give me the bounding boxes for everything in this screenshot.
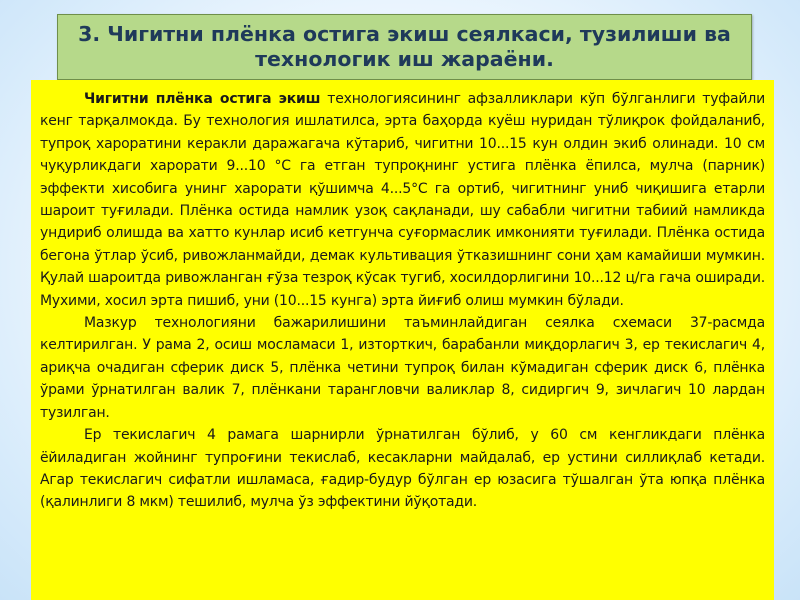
paragraph-1 bbox=[40, 88, 765, 312]
paragraph-3 bbox=[40, 424, 765, 514]
paragraph-1-bold-lead: Чигитни плёнка остига экиш bbox=[84, 91, 321, 107]
slide-title: 3. Чигитни плёнка остига экиш сеялкаси, тузилиши ва технологик иш жараёни. bbox=[78, 22, 731, 71]
paragraph-2-text: Мазкур технологияни бажарилишини таъминлайдиган сеялка схемаси 37-расмда келтирилган. У рама 2, осиш мосламаси 1, изторткич, барабанли миқдорлагич 3, ер текислагич 4, ариқча очадиган сферик диск 5, плёнка четини тупроқ билан кўмадиган сферик диск 6, плёнка ўрами ўрнатилган валик 7, плёнкани тарангловчи валиклар 8, сидиргич 9, зичлагич 10 лардан тузилган. bbox=[40, 315, 765, 421]
content-box bbox=[31, 80, 774, 600]
paragraph-1-text: технологиясининг афзалликлари кўп бўлганлиги туфайли кенг тарқалмокда. Бу технология ишлатилса, эрта баҳорда куёш нуридан тўлиқрок фойдаланиб, тупроқ хароратини керакли даражагача кўтариб, чигитни 10...15 кун олдин экиб олинади. 10 см чуқурликдаги харорати 9...10 °С га етган тупроқнинг устига плёнка ёпилса, мулча (парник) эффекти хисобига унинг харорати қўшимча 4...5°С га ортиб, чигитнинг униб чиқишига етарли шароит туғилади. Плёнка остида намлик узоқ сақланади, шу сабабли чигитни табиий намликда ундириб олишда ва хатто кунлар исиб кетгунча суғормаслик имконияти туғилади. Плёнка остида бегона ўтлар ўсиб, ривожланмайди, демак культивация ўтказишнинг сони ҳам камайиши мумкин. Қулай шароитда ривожланган ғўза тезроқ кўсак тугиб, хосилдорлигини 10...12 ц/га гача оширади. Мухими, хосил эрта пишиб, уни (10...15 кунга) эрта йиғиб олиш мумкин бўлади. bbox=[40, 91, 765, 309]
slide-title-box bbox=[57, 14, 752, 80]
paragraph-2 bbox=[40, 312, 765, 424]
paragraph-3-text: Ер текислагич 4 рамага шарнирли ўрнатилган бўлиб, у 60 см кенгликдаги плёнка ёйиладиган жойнинг тупроғини текислаб, кесакларни майдалаб, ер устини силлиқлаб кетади. Агар текислагич сифатли ишламаса, ғадир-будур бўлган ер юзасига тўшалган ўта юпқа плёнка (қалинлиги 8 мкм) тешилиб, мулча ўз эффектини йўқотади. bbox=[40, 427, 765, 511]
